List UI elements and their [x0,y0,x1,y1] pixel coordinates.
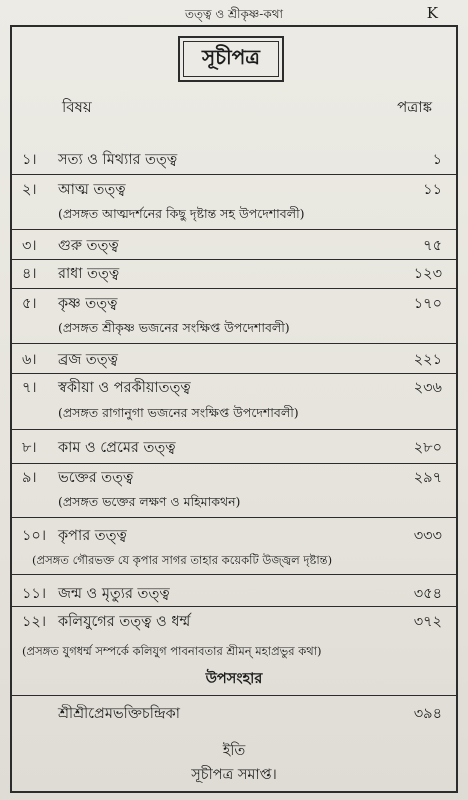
entry-page: ২৩৬ [413,380,442,396]
toc-entry-5 [14,292,454,316]
running-head: তত্ত্ব ও শ্রীকৃষ্ণ-কথা [184,7,283,21]
entry-note: (প্রসঙ্গত গৌরভক্ত যে কৃপার সাগর তাহার কয়েকটি উজ্জ্বল দৃষ্টান্ত) [32,553,333,567]
entry-number: ১২। [22,614,47,630]
column-header-subject: বিষয় [62,98,92,116]
entry-title: স্বকীয়া ও পরকীয়াতত্ত্ব [58,380,191,396]
entry-title: আত্ম তত্ত্ব [58,182,126,198]
toc-entry-4 [14,262,454,286]
toc-entry-11 [14,582,454,606]
entry-title: জন্ম ও মৃত্যুর তত্ত্ব [58,586,170,602]
column-header-page: পত্রাঙ্ক [397,98,432,116]
divider [12,343,456,344]
epilogue-title: শ্রীশ্রীপ্রেমভক্তিচন্দ্রিকা [58,706,180,722]
entry-number: ৫। [22,296,37,312]
closing-end-line: সূচীপত্র সমাপ্ত। [191,767,277,783]
entry-note: (প্রসঙ্গত রাগানুগা ভজনের সংক্ষিপ্ত উপদেশাবলী) [58,405,299,420]
entry-number: ৩। [22,238,37,254]
divider [12,288,456,289]
entry-number: ২। [22,182,37,198]
entry-title: রাধা তত্ত্ব [58,266,120,282]
toc-entry-6 [14,348,454,372]
divider [12,429,456,430]
entry-page: ২৮০ [413,440,442,456]
page-title: সূচীপত্র [183,41,279,77]
divider [12,517,456,518]
entry-title: কৃপার তত্ত্ব [58,528,127,544]
entry-page: ১ [432,152,442,168]
toc-entry-9 [14,466,454,490]
entry-number: ৭। [22,380,37,396]
entry-title: সত্য ও মিথ্যার তত্ত্ব [58,152,178,168]
divider [12,174,456,175]
entry-title: কাম ও প্রেমের তত্ত্ব [58,440,176,456]
toc-entry-3 [14,234,454,258]
epilogue-entry [14,702,454,726]
toc-entry-8 [14,436,454,460]
toc-entry-1 [14,148,454,172]
entry-page: ৩৭২ [413,614,442,630]
closing-iti: ইতি [222,743,246,759]
divider [12,259,456,260]
entry-page: ১৭০ [413,296,442,312]
divider [12,606,456,607]
entry-number: ১০। [22,528,47,544]
divider [12,373,456,374]
entry-note: (প্রসঙ্গত যুগধর্ম্ম সম্পর্কে কলিযুগ পাবনাবতার শ্রীমন্ মহাপ্রভুর কথা) [22,644,322,658]
page-letter: K [426,4,438,22]
entry-note: (প্রসঙ্গত আত্মদর্শনের কিছু দৃষ্টান্ত সহ উপদেশাবলী) [58,206,305,221]
entry-page: ২২১ [413,352,442,368]
entry-page: ৩৫৪ [413,586,442,602]
entry-note: (প্রসঙ্গত শ্রীকৃষ্ণ ভজনের সংক্ষিপ্ত উপদেশাবলী) [58,320,290,335]
entry-number: ৬। [22,352,37,368]
entry-number: ১। [22,152,37,168]
entry-number: ৯। [22,470,37,486]
divider [12,463,456,464]
divider [12,695,456,696]
entry-number: ৪। [22,266,37,282]
entry-title: ভক্তের তত্ত্ব [58,470,134,486]
entry-title: কলিযুগের তত্ত্ব ও ধর্ম্ম [58,614,191,630]
title-box [178,36,284,82]
entry-number: ৮। [22,440,37,456]
toc-entry-2 [14,178,454,202]
entry-page: ৭৫ [423,238,442,254]
entry-title: গুরু তত্ত্ব [58,238,119,254]
entry-title: কৃষ্ণ তত্ত্ব [58,296,118,312]
entry-note: (প্রসঙ্গত ভক্তের লক্ষণ ও মহিমাকথন) [58,494,241,509]
divider [12,229,456,230]
entry-page: ২৯৭ [413,470,442,486]
entry-page: ৩৩৩ [413,528,442,544]
toc-entry-12 [14,610,454,634]
toc-entry-7 [14,376,454,400]
entry-number: ১১। [22,586,47,602]
divider [12,574,456,575]
entry-title: ব্রজ তত্ত্ব [58,352,118,368]
epilogue-page: ৩৯৪ [413,706,442,722]
epilogue-heading: উপসংহার [205,670,263,687]
entry-page: ১১ [423,182,442,198]
entry-page: ১২৩ [413,266,442,282]
toc-entry-10 [14,524,454,548]
